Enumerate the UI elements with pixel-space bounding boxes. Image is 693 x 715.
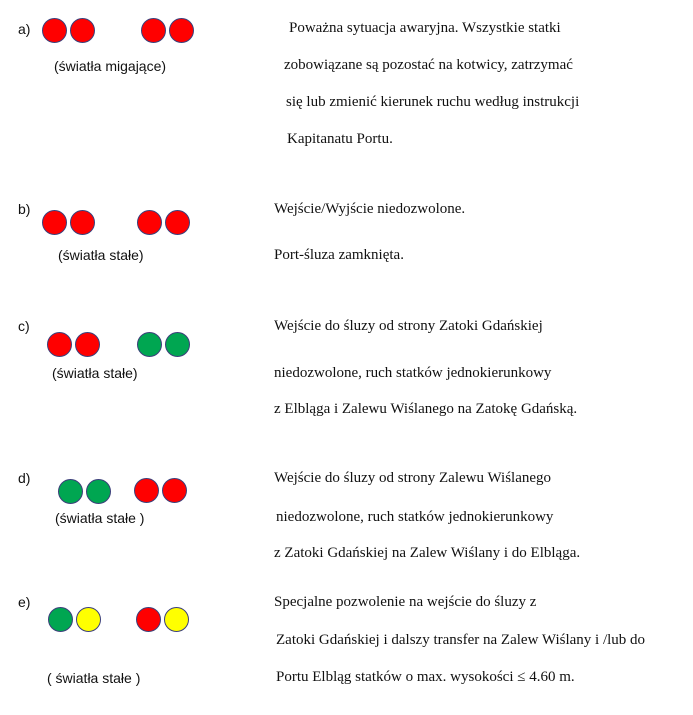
signal-b-desc-2: Port-śluza zamknięta. [274, 247, 404, 263]
signal-a-label: a) [18, 21, 31, 37]
signal-d-label: d) [18, 470, 31, 486]
signal-d-light-4 [162, 478, 187, 503]
signal-e-light-1 [48, 607, 73, 632]
signal-e-light-3 [136, 607, 161, 632]
signal-a-light-2 [70, 18, 95, 43]
signal-e-desc-3: Portu Elbląg statków o max. wysokości ≤ 4.60 m. [276, 669, 575, 685]
signal-a-caption: (światła migające) [54, 58, 167, 74]
signal-c-desc-1: Wejście do śluzy od strony Zatoki Gdańskiej [274, 318, 543, 334]
signal-c-caption: (światła stałe) [52, 365, 138, 381]
signal-d-desc-2: niedozwolone, ruch statków jednokierunkowy [276, 509, 554, 525]
signal-a-desc-3: się lub zmienić kierunek ruchu według instrukcji [286, 94, 580, 110]
signal-d-light-3 [134, 478, 159, 503]
signal-d-light-2 [86, 479, 111, 504]
signal-e-light-2 [76, 607, 101, 632]
signal-c-light-3 [137, 332, 162, 357]
signal-b-desc-1: Wejście/Wyjście niedozwolone. [274, 201, 466, 217]
signal-b-caption: (światła stałe) [58, 247, 144, 263]
signal-a-desc-2: zobowiązane są pozostać na kotwicy, zatrzymać [284, 57, 573, 73]
signal-d-desc-1: Wejście do śluzy od strony Zalewu Wiślanego [274, 470, 552, 486]
signal-e-light-4 [164, 607, 189, 632]
signal-a-desc-4: Kapitanatu Portu. [287, 131, 393, 147]
signal-a-desc-1: Poważna sytuacja awaryjna. Wszystkie statki [289, 20, 561, 36]
signal-c-light-2 [75, 332, 100, 357]
signal-b-light-4 [165, 210, 190, 235]
signal-e-desc-2: Zatoki Gdańskiej i dalszy transfer na Zalew Wiślany i /lub do [276, 632, 646, 648]
signal-e-label: e) [18, 594, 31, 610]
signal-e-desc-1: Specjalne pozwolenie na wejście do śluzy z [274, 594, 537, 610]
signal-e-caption: ( światła stałe ) [47, 670, 141, 686]
signal-d-caption: (światła stałe ) [55, 510, 145, 526]
signal-a-light-1 [42, 18, 67, 43]
signal-c-desc-2: niedozwolone, ruch statków jednokierunkowy [274, 365, 552, 381]
signal-b-light-1 [42, 210, 67, 235]
signal-a-light-4 [169, 18, 194, 43]
signal-d-light-1 [58, 479, 83, 504]
signal-c-label: c) [18, 318, 30, 334]
signal-d-desc-3: z Zatoki Gdańskiej na Zalew Wiślany i do Elbląga. [274, 545, 581, 561]
signal-b-light-2 [70, 210, 95, 235]
signal-b-light-3 [137, 210, 162, 235]
signal-c-desc-3: z Elbląga i Zalewu Wiślanego na Zatokę Gdańską. [274, 401, 578, 417]
signal-b-label: b) [18, 201, 31, 217]
signal-c-light-4 [165, 332, 190, 357]
signal-a-light-3 [141, 18, 166, 43]
signal-c-light-1 [47, 332, 72, 357]
